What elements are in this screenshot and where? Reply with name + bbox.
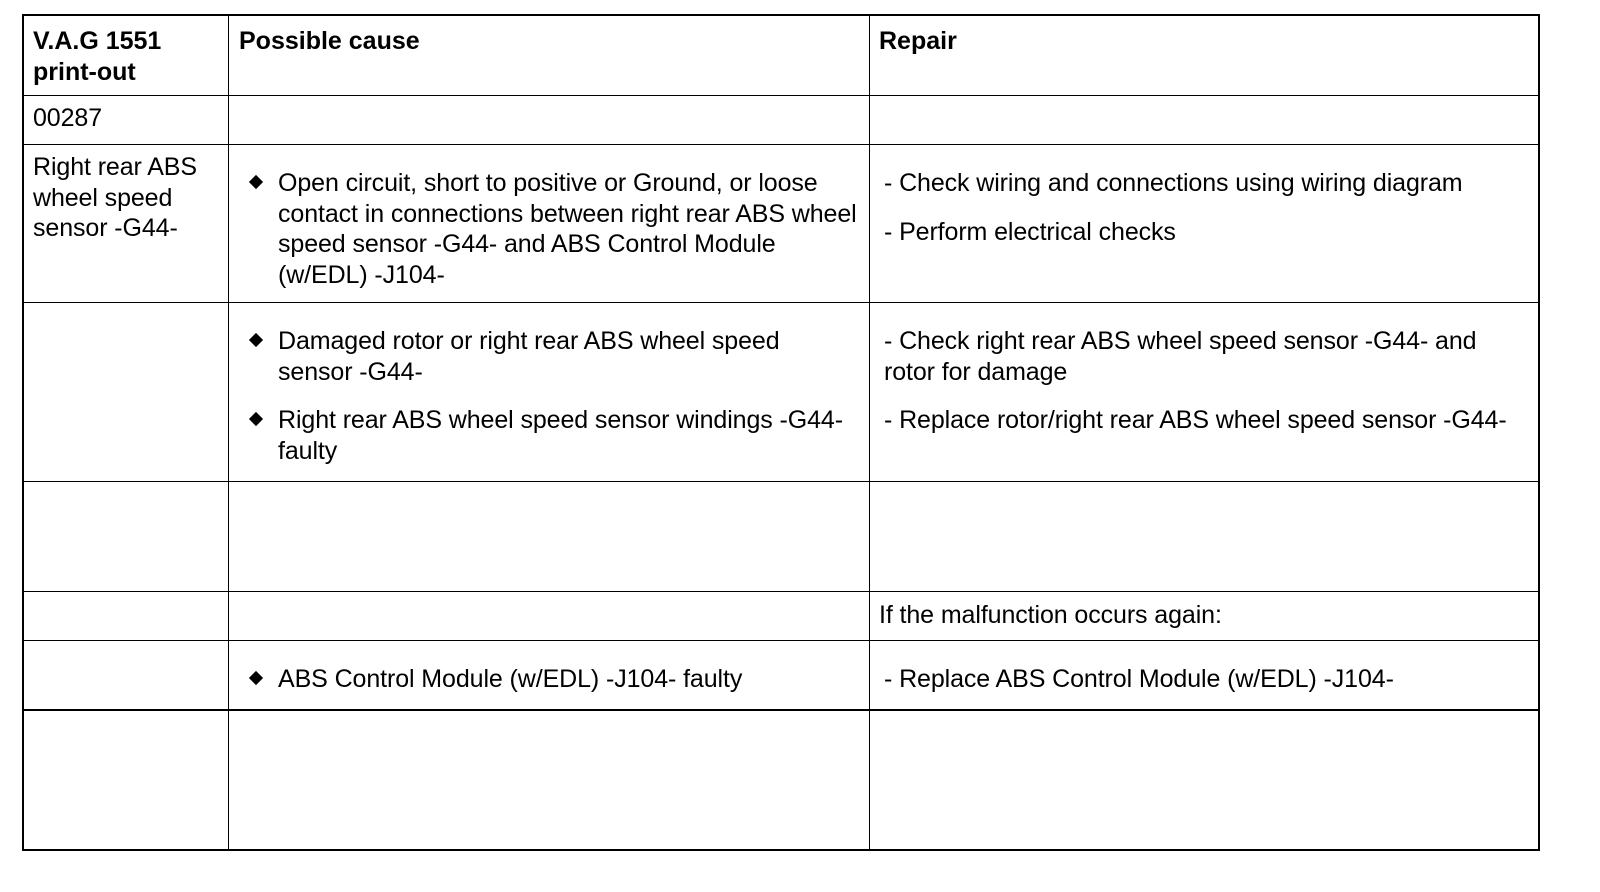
table-row <box>24 711 1538 849</box>
printout-cell <box>24 482 229 591</box>
cause-cell <box>229 711 870 849</box>
cause-cell <box>229 145 870 302</box>
printout-cell <box>24 303 229 481</box>
cause-text: Right rear ABS wheel speed sensor windings -G44- faulty <box>278 406 843 465</box>
diamond-bullet-icon <box>249 175 263 189</box>
cause-cell <box>229 482 870 591</box>
repair-cell <box>870 303 1538 481</box>
repair-step: - Check right rear ABS wheel speed sensor -G44- and rotor for damage <box>884 327 1477 386</box>
repair-cell <box>870 641 1538 709</box>
printout-cell <box>24 145 229 302</box>
list-item <box>249 664 857 695</box>
header-cell-cause <box>229 16 870 95</box>
header-cell-printout <box>24 16 229 95</box>
repair-list <box>884 168 1526 247</box>
list-item <box>249 405 857 466</box>
printout-cell <box>24 641 229 709</box>
printout-cell <box>24 711 229 849</box>
malfunction-note: If the malfunction occurs again: <box>879 601 1222 629</box>
fault-table <box>22 14 1540 851</box>
repair-step: - Replace ABS Control Module (w/EDL) -J104- <box>884 665 1394 693</box>
header-printout-label: V.A.G 1551 print-out <box>33 27 162 86</box>
cause-cell <box>229 592 870 640</box>
table-row <box>24 592 1538 641</box>
cause-cell <box>229 303 870 481</box>
header-cell-repair <box>870 16 1538 95</box>
table-row <box>24 96 1538 145</box>
table-row <box>24 482 1538 592</box>
repair-cell <box>870 145 1538 302</box>
cause-list <box>249 326 857 466</box>
repair-cell <box>870 592 1538 640</box>
repair-step: - Perform electrical checks <box>884 217 1176 246</box>
cause-list <box>249 168 857 290</box>
diamond-bullet-icon <box>249 671 263 685</box>
cause-cell <box>229 96 870 144</box>
header-repair-label: Repair <box>879 27 957 55</box>
cause-text: Damaged rotor or right rear ABS wheel speed sensor -G44- <box>278 327 780 386</box>
table-row <box>24 641 1538 711</box>
cause-text: Open circuit, short to positive or Ground, or loose contact in connections between right rear ABS wheel speed sensor -G44- and ABS Control Module (w/EDL) -J104- <box>278 169 857 289</box>
repair-cell <box>870 482 1538 591</box>
diamond-bullet-icon <box>249 333 263 347</box>
header-row <box>24 16 1538 96</box>
repair-list <box>884 664 1526 695</box>
cause-text: ABS Control Module (w/EDL) -J104- faulty <box>278 665 743 693</box>
header-cause-label: Possible cause <box>239 27 420 55</box>
list-item <box>249 326 857 387</box>
repair-cell <box>870 96 1538 144</box>
printout-cell <box>24 96 229 144</box>
cause-list <box>249 664 857 695</box>
fault-code: 00287 <box>33 104 103 132</box>
list-item <box>249 168 857 290</box>
repair-cell <box>870 711 1538 849</box>
cause-cell <box>229 641 870 709</box>
printout-cell <box>24 592 229 640</box>
table-row <box>24 303 1538 482</box>
repair-list <box>884 326 1526 436</box>
repair-step: - Replace rotor/right rear ABS wheel speed sensor -G44- <box>884 406 1507 434</box>
diamond-bullet-icon <box>249 412 263 426</box>
fault-description: Right rear ABS wheel speed sensor -G44- <box>33 153 197 242</box>
table-row <box>24 145 1538 303</box>
repair-step: - Check wiring and connections using wiring diagram <box>884 169 1463 197</box>
